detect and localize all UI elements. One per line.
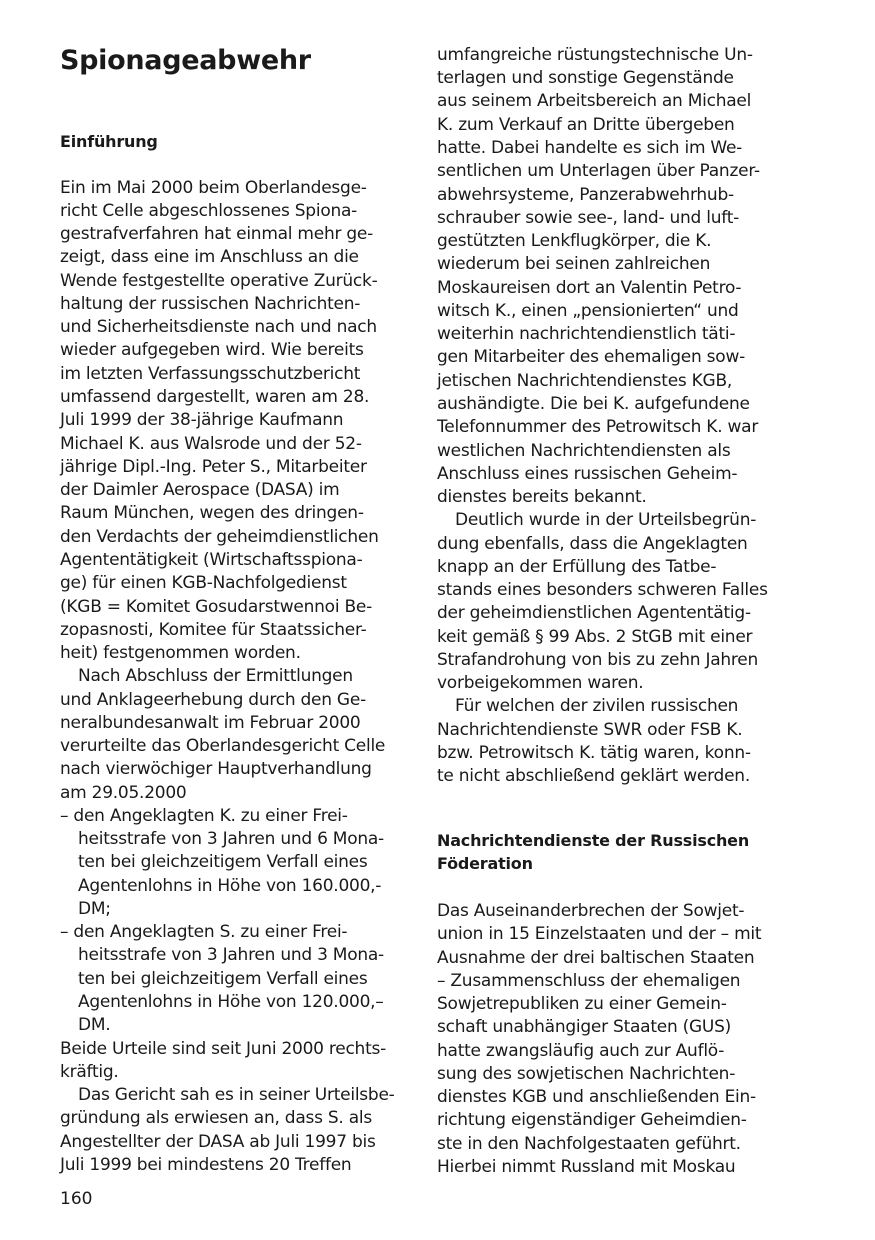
text-line: K. zum Verkauf an Dritte übergeben (437, 115, 735, 135)
text-line: neralbundesanwalt im Februar 2000 (60, 713, 361, 733)
text-line: hatte. Dabei handelte es sich im We- (437, 138, 743, 158)
text-line: gen Mitarbeiter des ehemaligen sow- (437, 347, 745, 367)
text-line: und Sicherheitsdienste nach und nach (60, 317, 377, 337)
text-line: kräftig. (60, 1062, 119, 1082)
list-item-line: – den Angeklagten S. zu einer Frei- (60, 922, 348, 942)
text-line: Ausnahme der drei baltischen Staaten (437, 948, 755, 968)
text-line: am 29.05.2000 (60, 783, 187, 803)
text-line: union in 15 Einzelstaaten und der – mit (437, 924, 762, 944)
text-line: abwehrsysteme, Panzerabwehrhub- (437, 185, 734, 205)
section-heading-nachrichtendienste: Nachrichtendienste der Russischen (437, 831, 750, 850)
list-item-line: DM; (78, 899, 111, 919)
text-line: jährige Dipl.-Ing. Peter S., Mitarbeiter (60, 457, 367, 477)
text-line: richt Celle abgeschlossenes Spiona- (60, 201, 358, 221)
text-line: dienstes bereits bekannt. (437, 487, 647, 507)
text-line: gestützten Lenkflugkörper, die K. (437, 231, 712, 251)
text-line: vorbeigekommen waren. (437, 673, 644, 693)
text-line: nach vierwöchiger Hauptverhandlung (60, 759, 372, 779)
text-line: dung ebenfalls, dass die Angeklagten (437, 534, 748, 554)
text-line: Strafandrohung von bis zu zehn Jahren (437, 650, 759, 670)
text-line: bzw. Petrowitsch K. tätig waren, konn- (437, 743, 751, 763)
page-title: Spionageabwehr (60, 45, 311, 76)
text-line: umfassend dargestellt, waren am 28. (60, 387, 370, 407)
text-line: Juli 1999 bei mindestens 20 Treffen (60, 1155, 352, 1175)
text-line: jetischen Nachrichtendienstes KGB, (437, 371, 733, 391)
text-line: der Daimler Aerospace (DASA) im (60, 480, 340, 500)
text-line: den Verdachts der geheimdienstlichen (60, 527, 379, 547)
section-heading-nachrichtendienste: Föderation (437, 854, 533, 873)
text-line: im letzten Verfassungsschutzbericht (60, 364, 361, 384)
list-item-line: ten bei gleichzeitigem Verfall eines (78, 969, 368, 989)
text-line: – Zusammenschluss der ehemaligen (437, 971, 741, 991)
text-line: Beide Urteile sind seit Juni 2000 rechts- (60, 1039, 386, 1059)
text-line: Nachrichtendienste SWR oder FSB K. (437, 720, 743, 740)
text-line: knapp an der Erfüllung des Tatbe- (437, 557, 717, 577)
text-line: Raum München, wegen des dringen- (60, 503, 364, 523)
page-number: 160 (60, 1189, 93, 1209)
list-item-line: Agentenlohns in Höhe von 120.000,– (78, 992, 384, 1012)
text-line: Agententätigkeit (Wirtschaftsspiona- (60, 550, 363, 570)
text-line: witsch K., einen „pensionierten“ und (437, 301, 739, 321)
text-line: Hierbei nimmt Russland mit Moskau (437, 1157, 736, 1177)
text-line: schrauber sowie see-, land- und luft- (437, 208, 739, 228)
text-line: zopasnosti, Komitee für Staatssicher- (60, 620, 367, 640)
text-line: dienstes KGB und anschließenden Ein- (437, 1087, 756, 1107)
text-line: te nicht abschließend geklärt werden. (437, 766, 750, 786)
text-line: Das Gericht sah es in seiner Urteilsbe- (78, 1085, 395, 1105)
text-line: weiterhin nachrichtendienstlich täti- (437, 324, 736, 344)
text-line: aus seinem Arbeitsbereich an Michael (437, 91, 752, 111)
text-line: wieder aufgegeben wird. Wie bereits (60, 340, 364, 360)
text-line: Angestellter der DASA ab Juli 1997 bis (60, 1132, 376, 1152)
text-line: sentlichen um Unterlagen über Panzer- (437, 161, 760, 181)
text-line: sung des sowjetischen Nachrichten- (437, 1064, 736, 1084)
text-line: gestrafverfahren hat einmal mehr ge- (60, 224, 373, 244)
text-line: gründung als erwiesen an, dass S. als (60, 1108, 372, 1128)
text-line: Juli 1999 der 38-jährige Kaufmann (60, 410, 344, 430)
text-line: ste in den Nachfolgestaaten geführt. (437, 1134, 741, 1154)
text-line: keit gemäß § 99 Abs. 2 StGB mit einer (437, 627, 753, 647)
text-line: Nach Abschluss der Ermittlungen (78, 666, 353, 686)
text-line: und Anklageerhebung durch den Ge- (60, 690, 366, 710)
text-line: Deutlich wurde in der Urteilsbegrün- (455, 510, 757, 530)
text-line: Moskaureisen dort an Valentin Petro- (437, 278, 742, 298)
text-line: schaft unabhängiger Staaten (GUS) (437, 1017, 732, 1037)
text-line: zeigt, dass eine im Anschluss an die (60, 247, 359, 267)
text-line: richtung eigenständiger Geheimdien- (437, 1110, 747, 1130)
text-line: westlichen Nachrichtendiensten als (437, 441, 731, 461)
text-line: ge) für einen KGB-Nachfolgedienst (60, 573, 347, 593)
list-item-line: heitsstrafe von 3 Jahren und 6 Mona- (78, 829, 384, 849)
text-line: terlagen und sonstige Gegenstände (437, 68, 734, 88)
text-line: Telefonnummer des Petrowitsch K. war (437, 417, 759, 437)
list-item-line: Agentenlohns in Höhe von 160.000,- (78, 876, 382, 896)
text-line: hatte zwangsläufig auch zur Auflö- (437, 1041, 725, 1061)
text-line: haltung der russischen Nachrichten- (60, 294, 361, 314)
list-item-line: – den Angeklagten K. zu einer Frei- (60, 806, 348, 826)
text-line: Michael K. aus Walsrode und der 52- (60, 434, 362, 454)
text-line: Ein im Mai 2000 beim Oberlandesge- (60, 178, 367, 198)
text-line: Wende festgestellte operative Zurück- (60, 271, 378, 291)
text-line: verurteilte das Oberlandesgericht Celle (60, 736, 386, 756)
list-item-line: heitsstrafe von 3 Jahren und 3 Mona- (78, 945, 384, 965)
text-line: heit) festgenommen worden. (60, 643, 301, 663)
text-line: Das Auseinanderbrechen der Sowjet- (437, 901, 745, 921)
list-item-line: ten bei gleichzeitigem Verfall eines (78, 852, 368, 872)
text-line: stands eines besonders schweren Falles (437, 580, 768, 600)
text-line: wiederum bei seinen zahlreichen (437, 254, 711, 274)
text-line: (KGB = Komitet Gosudarstwennoi Be- (60, 597, 372, 617)
section-heading-einfuehrung: Einführung (60, 132, 158, 151)
text-line: Sowjetrepubliken zu einer Gemein- (437, 994, 727, 1014)
text-line: der geheimdienstlichen Agententätig- (437, 603, 751, 623)
text-line: Anschluss eines russischen Geheim- (437, 464, 738, 484)
text-line: umfangreiche rüstungstechnische Un- (437, 45, 753, 65)
text-line: Für welchen der zivilen russischen (455, 696, 739, 716)
list-item-line: DM. (78, 1015, 111, 1035)
text-line: aushändigte. Die bei K. aufgefundene (437, 394, 750, 414)
